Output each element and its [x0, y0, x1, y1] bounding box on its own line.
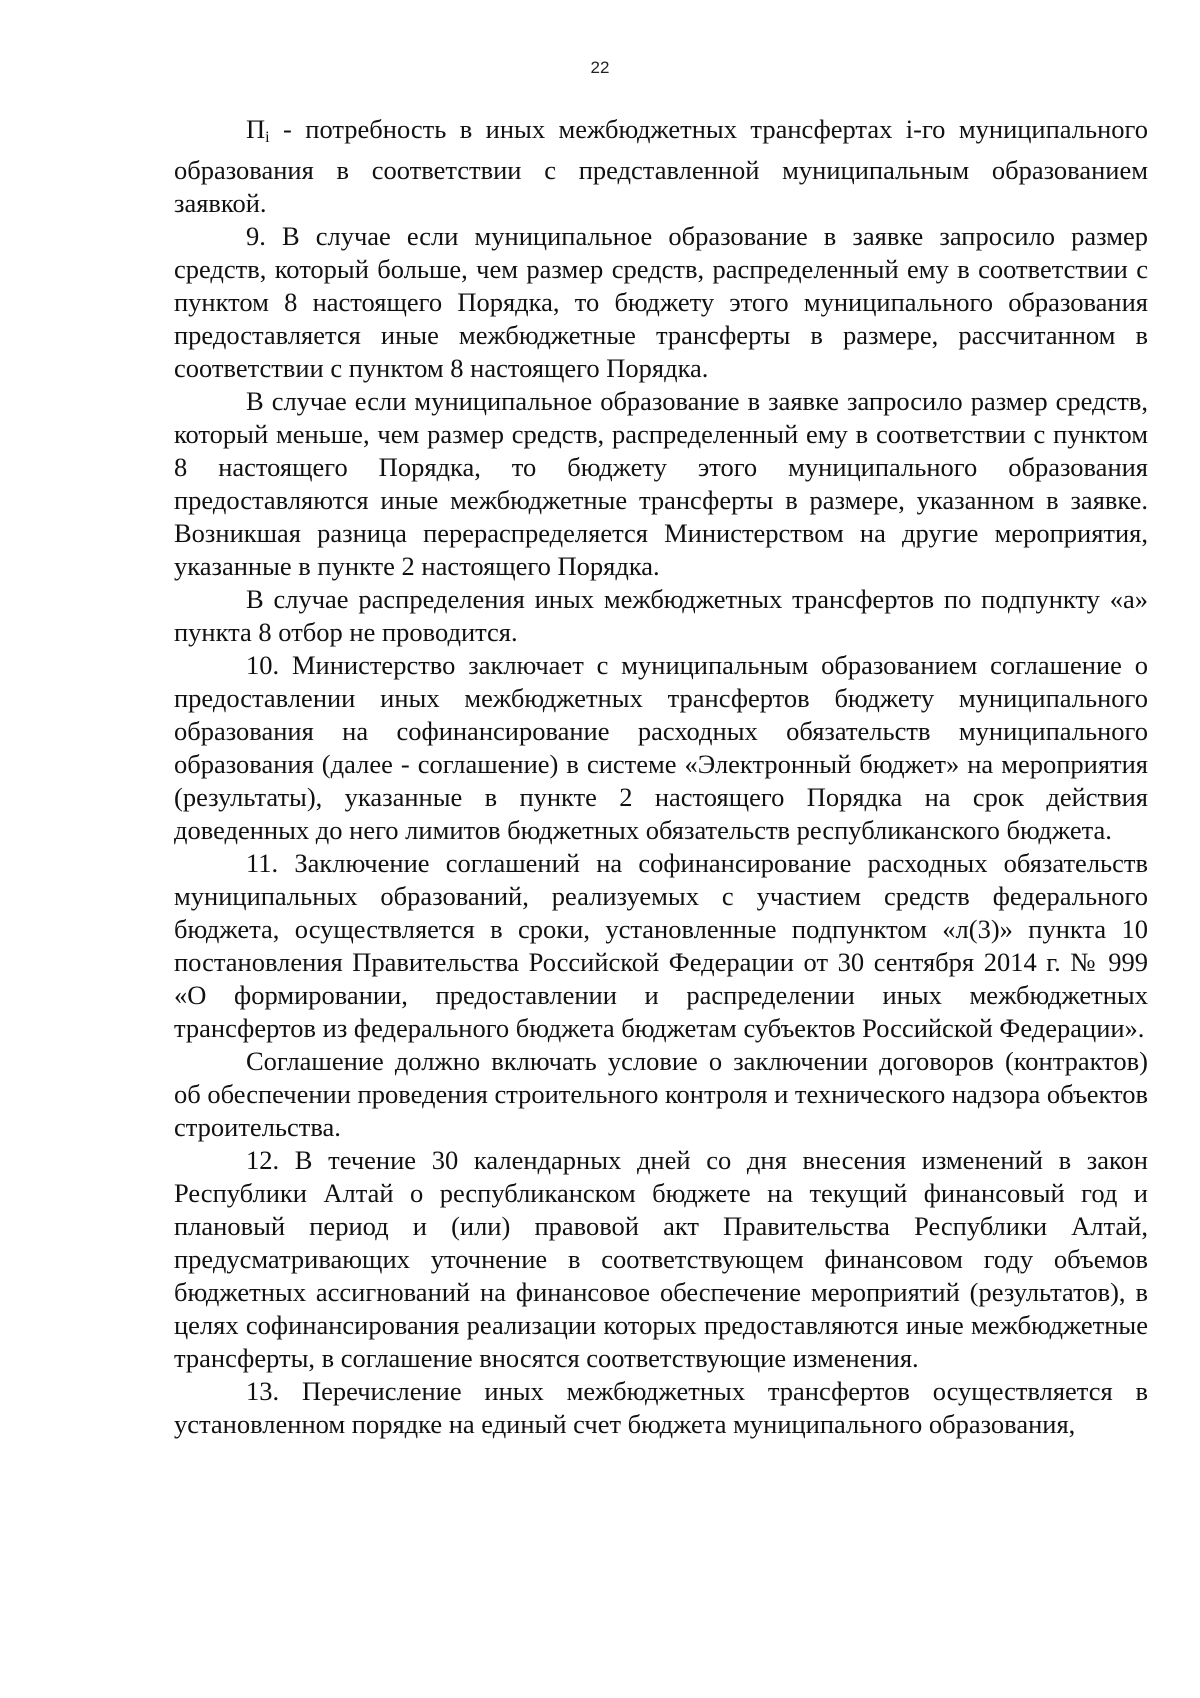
- paragraph-clause-10: 10. Министерство заключает с муниципальным образованием соглашение о предоставлении иных межбюджетных трансфертов бюджету муниципального образования на софинансирование расходных обязательств муниципального образования (далее - соглашение) в системе «Электронный бюджет» на мероприятия (результаты), указанные в пункте 2 настоящего Порядка на срок действия доведенных до него лимитов бюджетных обязательств республиканского бюджета.: [174, 650, 1148, 845]
- formula-definition-paragraph: [174, 113, 1148, 220]
- document-body: [174, 113, 1148, 1441]
- formula-definition-text: - потребность в иных межбюджетных трансфертах i-го муниципального образования в соответствии с представленной муниципальным образованием заявкой.: [174, 114, 1148, 218]
- formula-symbol: П: [246, 114, 266, 144]
- paragraph-clause-9: 9. В случае если муниципальное образование в заявке запросило размер средств, который больше, чем размер средств, распределенный ему в соответствии с пунктом 8 настоящего Порядка, то бюджету этого муниципального образования предоставляется иные межбюджетные трансферты в размере, рассчитанном в соответствии с пунктом 8 настоящего Порядка.: [174, 221, 1148, 383]
- paragraph-clause-12: 12. В течение 30 календарных дней со дня внесения изменений в закон Республики Алтай о республиканском бюджете на текущий финансовый год и плановый период и (или) правовой акт Правительства Республики Алтай, предусматривающих уточнение в соответствующем финансовом году объемов бюджетных ассигнований на финансовое обеспечение мероприятий (результатов), в целях софинансирования реализации которых предоставляются иные межбюджетные трансферты, в соглашение вносятся соответствующие изменения.: [174, 1145, 1148, 1373]
- paragraph-clause-13: 13. Перечисление иных межбюджетных трансфертов осуществляется в установленном порядке на единый счет бюджета муниципального образования,: [174, 1376, 1148, 1439]
- paragraph-clause-11-part-2: Соглашение должно включать условие о заключении договоров (контрактов) об обеспечении проведения строительного контроля и технического надзора объектов строительства.: [174, 1046, 1148, 1142]
- paragraph-clause-9-part-3: В случае распределения иных межбюджетных трансфертов по подпункту «а» пункта 8 отбор не проводится.: [174, 584, 1148, 647]
- paragraph-clause-11: 11. Заключение соглашений на софинансирование расходных обязательств муниципальных образований, реализуемых с участием средств федерального бюджета, осуществляется в сроки, установленные подпунктом «л(3)» пункта 10 постановления Правительства Российской Федерации от 30 сентября 2014 г. № 999 «О формировании, предоставлении и распределении иных межбюджетных трансфертов из федерального бюджета бюджетам субъектов Российской Федерации».: [174, 848, 1148, 1043]
- paragraph-clause-9-part-2: В случае если муниципальное образование в заявке запросило размер средств, который меньше, чем размер средств, распределенный ему в соответствии с пунктом 8 настоящего Порядка, то бюджету этого муниципального образования предоставляются иные межбюджетные трансферты в размере, указанном в заявке. Возникшая разница перераспределяется Министерством на другие мероприятия, указанные в пункте 2 настоящего Порядка.: [174, 386, 1148, 581]
- page-number: 22: [590, 58, 610, 77]
- formula-subscript: i: [265, 129, 270, 146]
